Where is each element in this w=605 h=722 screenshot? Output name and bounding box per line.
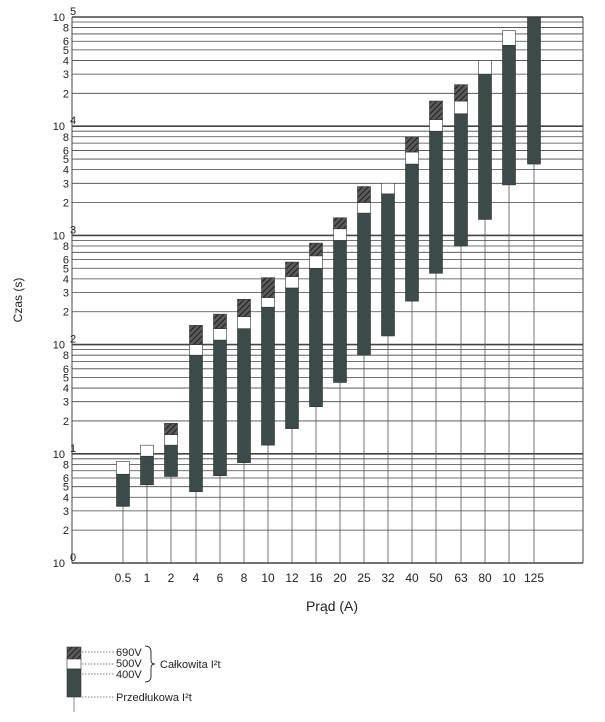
y-tick-label: 8 — [62, 240, 69, 253]
bar-500v — [262, 297, 275, 307]
y-tick-label: 6 — [62, 363, 69, 376]
bar-500v — [141, 445, 154, 456]
x-tick-label: 25 — [357, 571, 371, 585]
legend-label-400v: 400V — [116, 669, 142, 681]
bar-500v — [479, 60, 492, 74]
bar-pre-arc — [141, 456, 154, 485]
y-tick-label: 4 — [62, 492, 69, 505]
y-tick-label: 2 — [62, 415, 69, 428]
bar-500v — [334, 229, 347, 241]
legend-sample-690v — [67, 647, 81, 659]
y-tick-label: 3 — [62, 505, 69, 518]
bar-500v — [165, 435, 178, 446]
bar-500v — [214, 329, 227, 340]
bar-pre-arc — [503, 45, 516, 185]
legend-label-500v: 500V — [116, 658, 142, 670]
legend-sample-400v — [67, 669, 81, 697]
y-tick-label: 2 — [62, 88, 69, 101]
x-tick-label: 16 — [309, 571, 323, 585]
y-tick-label: 8 — [62, 131, 69, 144]
bar-500v — [382, 183, 395, 194]
x-axis-label: Prąd (A) — [305, 598, 359, 614]
bar-pre-arc — [286, 288, 299, 429]
bar-500v — [190, 345, 203, 356]
x-tick-label: 6 — [216, 571, 224, 585]
bar-500v — [117, 462, 130, 475]
x-ticks — [115, 571, 545, 585]
y-tick-label: 4 — [62, 273, 69, 286]
bar-690v — [455, 85, 468, 101]
x-tick-label: 125 — [523, 571, 545, 585]
bar-pre-arc — [334, 240, 347, 382]
x-tick-label: 2 — [167, 571, 175, 585]
x-tick-label: 63 — [454, 571, 468, 585]
bar-500v — [286, 277, 299, 288]
bar-690v — [190, 325, 203, 344]
y-ticks — [53, 6, 76, 570]
bar-pre-arc — [455, 114, 468, 246]
bar-500v — [406, 152, 419, 164]
y-tick-label: 10 — [52, 121, 65, 134]
y-tick-label: 10 — [52, 230, 65, 243]
x-tick-label: 50 — [429, 571, 443, 585]
legend-bracket — [145, 646, 155, 682]
bar-500v — [238, 317, 251, 329]
y-tick-exponent: 0 — [70, 552, 77, 564]
bar-pre-arc — [214, 340, 227, 476]
bar-500v — [310, 256, 323, 268]
y-tick-label: 5 — [62, 372, 69, 385]
bar-690v — [262, 278, 275, 298]
y-tick-label: 10 — [52, 448, 65, 461]
x-tick-label: 0.5 — [114, 571, 132, 585]
legend-label-690v: 690V — [116, 647, 142, 659]
bar-pre-arc — [382, 194, 395, 336]
legend — [67, 646, 221, 712]
y-tick-label: 6 — [62, 145, 69, 158]
x-tick-label: 12 — [285, 571, 299, 585]
x-tick-label: 8 — [240, 571, 248, 585]
bar-690v — [238, 299, 251, 316]
bar-690v — [214, 314, 227, 328]
bar-500v — [358, 203, 371, 214]
legend-pre-arc-label: Przedłukowa I²t — [116, 692, 192, 704]
y-tick-label: 3 — [62, 287, 69, 300]
y-tick-label: 10 — [52, 12, 65, 24]
legend-sample-500v — [67, 659, 81, 669]
y-tick-label: 10 — [52, 339, 65, 352]
bar-500v — [455, 101, 468, 114]
bar-pre-arc — [117, 474, 130, 506]
y-tick-exponent: 5 — [70, 6, 77, 18]
x-tick-label: 10 — [502, 571, 516, 585]
x-tick-label: 4 — [192, 571, 200, 585]
y-tick-label: 3 — [62, 396, 69, 409]
bar-pre-arc — [238, 329, 251, 463]
y-tick-exponent: 4 — [70, 115, 77, 128]
y-tick-label: 8 — [62, 459, 69, 472]
y-tick-exponent: 2 — [70, 333, 77, 346]
y-tick-label: 8 — [62, 350, 69, 363]
y-tick-label: 2 — [62, 306, 69, 319]
y-tick-label: 2 — [62, 197, 69, 210]
bar-690v — [310, 243, 323, 256]
y-tick-exponent: 1 — [70, 442, 77, 455]
y-tick-label: 4 — [62, 164, 69, 177]
y-tick-label: 5 — [62, 481, 69, 494]
y-tick-label: 5 — [62, 44, 69, 57]
bar-690v — [286, 262, 299, 276]
y-tick-label: 6 — [62, 254, 69, 267]
y-tick-label: 10 — [52, 558, 65, 570]
bar-pre-arc — [406, 164, 419, 301]
bar-pre-arc — [358, 213, 371, 355]
bar-pre-arc — [262, 307, 275, 445]
bar-500v — [503, 31, 516, 46]
x-tick-label: 32 — [381, 571, 395, 585]
y-tick-label: 3 — [62, 69, 69, 82]
y-tick-label: 4 — [62, 55, 69, 68]
x-tick-label: 80 — [478, 571, 492, 585]
bar-pre-arc — [310, 268, 323, 406]
bar-690v — [334, 218, 347, 229]
bar-pre-arc — [528, 17, 541, 164]
y-tick-label: 4 — [62, 383, 69, 396]
bar-pre-arc — [165, 445, 178, 476]
x-tick-label: 1 — [143, 571, 151, 585]
bar-690v — [358, 187, 371, 203]
legend-total-label: Całkowita I²t — [160, 659, 221, 671]
y-tick-label: 6 — [62, 36, 69, 49]
bar-pre-arc — [190, 355, 203, 491]
bar-690v — [406, 137, 419, 152]
y-tick-exponent: 3 — [70, 224, 77, 237]
y-tick-label: 5 — [62, 154, 69, 167]
y-tick-label: 3 — [62, 178, 69, 191]
y-tick-label: 2 — [62, 525, 69, 538]
bar-pre-arc — [430, 131, 443, 273]
bar-pre-arc — [479, 74, 492, 219]
y-axis-label: Czas (s) — [11, 277, 25, 323]
x-tick-label: 10 — [261, 571, 275, 585]
y-tick-label: 6 — [62, 473, 69, 486]
bar-500v — [430, 120, 443, 132]
bars — [117, 17, 541, 563]
x-tick-label: 40 — [405, 571, 419, 585]
y-tick-label: 8 — [62, 22, 69, 35]
x-tick-label: 20 — [333, 571, 347, 585]
bar-690v — [430, 101, 443, 120]
bar-690v — [165, 423, 178, 434]
y-tick-label: 5 — [62, 263, 69, 276]
